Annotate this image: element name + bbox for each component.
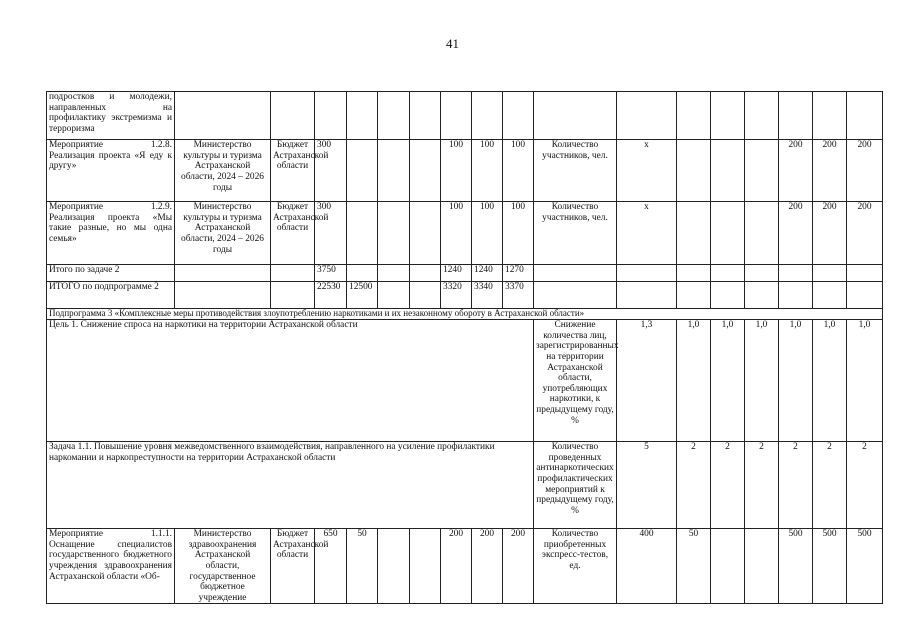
table-row bbox=[47, 265, 883, 282]
indicator-cell: Количество участников, чел. bbox=[534, 140, 617, 202]
target3-cell: 2 bbox=[847, 442, 883, 529]
target1-cell: 1,0 bbox=[779, 320, 813, 442]
value-cell: 1,0 bbox=[711, 320, 745, 442]
table-row bbox=[47, 309, 883, 320]
base-value-cell: 1,3 bbox=[617, 320, 677, 442]
year3-cell: 1270 bbox=[503, 265, 534, 282]
year3-cell: 200 bbox=[503, 529, 534, 604]
year2-cell: 1240 bbox=[472, 265, 503, 282]
year1-cell: 3320 bbox=[441, 282, 472, 309]
total-cell: 300 bbox=[315, 202, 347, 265]
source-cell: Бюджет Астраханской области bbox=[271, 140, 315, 202]
target3-cell: 500 bbox=[847, 529, 883, 604]
subtotal-label: Итого по задаче 2 bbox=[47, 265, 175, 282]
value-cell: 2 bbox=[677, 442, 711, 529]
year2-cell: 100 bbox=[472, 202, 503, 265]
total-cell: 650 bbox=[315, 529, 347, 604]
table-row bbox=[47, 320, 883, 442]
measure-name: Мероприятие 1.2.8. Реализация проекта «Я еду к другу» bbox=[47, 140, 175, 202]
table-row bbox=[47, 282, 883, 309]
target2-cell: 200 bbox=[813, 202, 847, 265]
total-cell: 3750 bbox=[315, 265, 347, 282]
target3-cell: 200 bbox=[847, 202, 883, 265]
target2-cell: 1,0 bbox=[813, 320, 847, 442]
table-row bbox=[47, 442, 883, 529]
subprogram-heading: Подпрограмма 3 «Комплексные меры противодействия злоупотреблению наркотиками и их незаконному обороту в Астраханской области» bbox=[47, 309, 883, 320]
table-row bbox=[47, 529, 883, 604]
measure-name: подростков и молодежи, направленных на профилактику экстремизма и терроризма bbox=[47, 92, 175, 140]
measure-name: Мероприятие 1.2.9. Реализация проекта «Мы такие разные, но мы одна семья» bbox=[47, 202, 175, 265]
base-value-cell: 400 bbox=[617, 529, 677, 604]
task-text: Задача 1.1. Повышение уровня межведомственного взаимодействия, направленного на усиление профилактики наркомании и наркопреступности на территории Астраханской области bbox=[47, 442, 534, 529]
year2-cell: 100 bbox=[472, 140, 503, 202]
year3-cell: 100 bbox=[503, 140, 534, 202]
year2-cell: 3340 bbox=[472, 282, 503, 309]
executor-cell: Министерство культуры и туризма Астраханской области, 2024 – 2026 годы bbox=[175, 140, 271, 202]
page-number: 41 bbox=[446, 36, 459, 51]
table-row bbox=[47, 92, 883, 140]
total-cell: 300 bbox=[315, 140, 347, 202]
target2-cell: 500 bbox=[813, 529, 847, 604]
goal-text: Цель 1. Снижение спроса на наркотики на территории Астраханской области bbox=[47, 320, 534, 442]
year1-cell: 100 bbox=[441, 140, 472, 202]
base-value-cell: х bbox=[617, 202, 677, 265]
year1-cell: 100 bbox=[441, 202, 472, 265]
year0-cell: 12500 bbox=[347, 282, 378, 309]
source-cell: Бюджет Астраханской области bbox=[271, 202, 315, 265]
indicator-cell: Снижение количества лиц, зарегистрированных на территории Астраханской области, употребляющих наркотики, к предыдущему году, % bbox=[534, 320, 617, 442]
target3-cell: 1,0 bbox=[847, 320, 883, 442]
target1-cell: 200 bbox=[779, 140, 813, 202]
table-row bbox=[47, 202, 883, 265]
program-table bbox=[46, 91, 883, 604]
value-cell: 50 bbox=[677, 529, 711, 604]
subprogram-total-label: ИТОГО по подпрограмме 2 bbox=[47, 282, 175, 309]
value-cell: 1,0 bbox=[745, 320, 779, 442]
indicator-cell: Количество участников, чел. bbox=[534, 202, 617, 265]
measure-name: Мероприятие 1.1.1. Оснащение специалистов государственного бюджетного учреждения здравоохранения Астраханской области «Об- bbox=[47, 529, 175, 604]
indicator-cell: Количество проведенных антинаркотических профилактических мероприятий к предыдущему году, % bbox=[534, 442, 617, 529]
value-cell: 2 bbox=[711, 442, 745, 529]
target3-cell: 200 bbox=[847, 140, 883, 202]
source-cell: Бюджет Астраханской области bbox=[271, 529, 315, 604]
base-value-cell: 5 bbox=[617, 442, 677, 529]
target1-cell: 2 bbox=[779, 442, 813, 529]
executor-cell: Министерство культуры и туризма Астраханской области, 2024 – 2026 годы bbox=[175, 202, 271, 265]
year1-cell: 200 bbox=[441, 529, 472, 604]
executor-cell: Министерство здравоохранения Астраханской области, государственное бюджетное учреждение bbox=[175, 529, 271, 604]
year3-cell: 100 bbox=[503, 202, 534, 265]
base-value-cell: х bbox=[617, 140, 677, 202]
year0-cell: 50 bbox=[347, 529, 378, 604]
value-cell: 1,0 bbox=[677, 320, 711, 442]
target2-cell: 2 bbox=[813, 442, 847, 529]
target2-cell: 200 bbox=[813, 140, 847, 202]
table-row bbox=[47, 140, 883, 202]
value-cell: 2 bbox=[745, 442, 779, 529]
target1-cell: 500 bbox=[779, 529, 813, 604]
target1-cell: 200 bbox=[779, 202, 813, 265]
indicator-cell: Количество приобретенных экспресс-тестов, ед. bbox=[534, 529, 617, 604]
year2-cell: 200 bbox=[472, 529, 503, 604]
year3-cell: 3370 bbox=[503, 282, 534, 309]
total-cell: 22530 bbox=[315, 282, 347, 309]
year1-cell: 1240 bbox=[441, 265, 472, 282]
